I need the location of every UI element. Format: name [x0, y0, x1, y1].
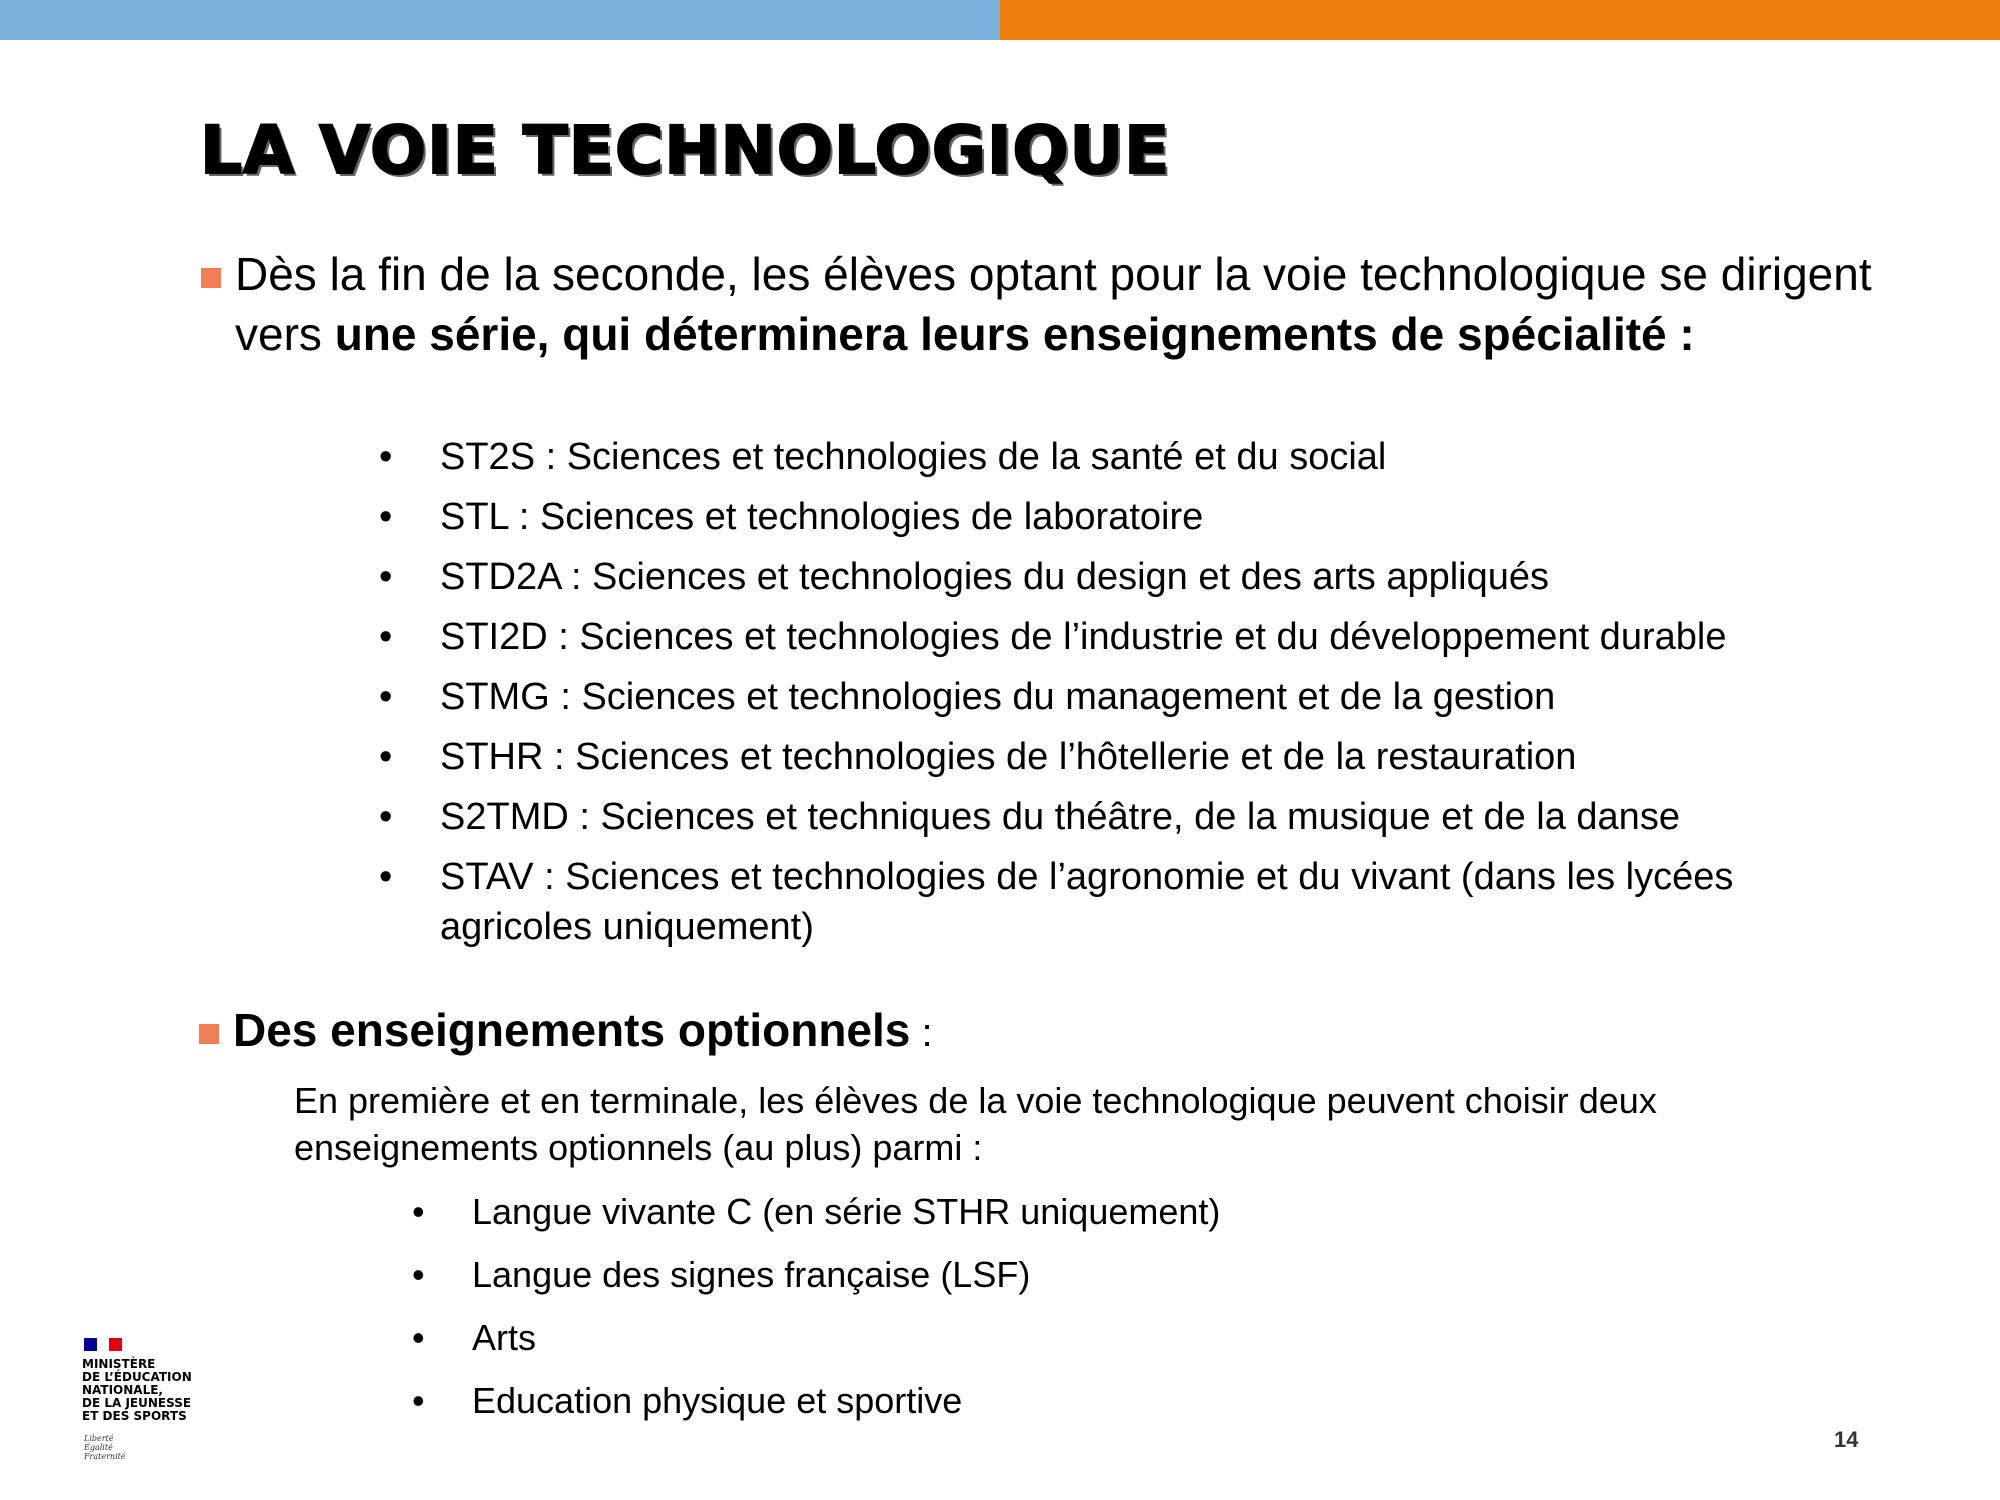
- page-number: 14: [1834, 1427, 1859, 1452]
- bullet-icon: •: [379, 496, 393, 538]
- logo-text: MINISTÈRE DE L’ÉDUCATION NATIONALE, DE LA JEUNESSE ET DES SPORTS: [82, 1357, 192, 1423]
- list-item: • STMG : Sciences et technologies du management et de la gestion: [370, 667, 1890, 727]
- list-item: • S2TMD : Sciences et techniques du théâtre, de la musique et de la danse: [370, 787, 1890, 847]
- list-item: • STAV : Sciences et technologies de l’agronomie et du vivant (dans les lycées agricoles uniquement): [370, 847, 1890, 952]
- bullet-icon: •: [412, 1317, 425, 1358]
- french-flag-icon: [84, 1338, 122, 1351]
- options-intro-paragraph: En première et en terminale, les élèves de la voie technologique peuvent choisir deux enseignements optionnels (au plus) parmi :: [294, 1080, 1657, 1168]
- bullet-icon: •: [379, 856, 393, 898]
- intro-bold-text: une série, qui déterminera leurs enseignements de spécialité :: [334, 308, 1695, 360]
- header-bar-blue: [0, 0, 1000, 40]
- bullet-icon: •: [379, 676, 393, 718]
- list-item: • STI2D : Sciences et technologies de l’industrie et du développement durable: [370, 607, 1890, 667]
- header-bar-orange: [1000, 0, 2000, 40]
- bullet-icon: •: [379, 436, 393, 478]
- list-item: • STHR : Sciences et technologies de l’hôtellerie et de la restauration: [370, 727, 1890, 787]
- bullet-icon: •: [412, 1380, 425, 1421]
- logo-motto: Liberté Égalité Fraternité: [84, 1434, 126, 1461]
- list-item: • STL : Sciences et technologies de laboratoire: [370, 487, 1890, 547]
- square-bullet-icon: [201, 268, 221, 288]
- options-heading: Des enseignements optionnels :: [233, 1004, 933, 1056]
- ministry-logo: [82, 1338, 222, 1470]
- list-item: • ST2S : Sciences et technologies de la santé et du social: [370, 427, 1890, 487]
- bullet-icon: •: [379, 796, 393, 838]
- bullet-icon: •: [412, 1191, 425, 1232]
- bullet-icon: •: [379, 556, 393, 598]
- options-list: [400, 1180, 1600, 1432]
- list-item: • Langue vivante C (en série STHR uniquement): [400, 1180, 1600, 1243]
- slide-title: LA VOIE TECHNOLOGIQUE: [200, 112, 1171, 189]
- series-list: [370, 427, 1890, 952]
- series-intro-paragraph: [235, 244, 1895, 364]
- list-item: • Arts: [400, 1306, 1600, 1369]
- square-bullet-icon: [199, 1024, 219, 1044]
- bullet-icon: •: [379, 736, 393, 778]
- list-item: • STD2A : Sciences et technologies du design et des arts appliqués: [370, 547, 1890, 607]
- list-item: • Education physique et sportive: [400, 1369, 1600, 1432]
- intro-plain-text: Dès la fin de la seconde, les élèves optant pour la voie technologique se dirigent vers: [235, 248, 1872, 360]
- bullet-icon: •: [379, 616, 393, 658]
- bullet-icon: •: [412, 1254, 425, 1295]
- list-item: • Langue des signes française (LSF): [400, 1243, 1600, 1306]
